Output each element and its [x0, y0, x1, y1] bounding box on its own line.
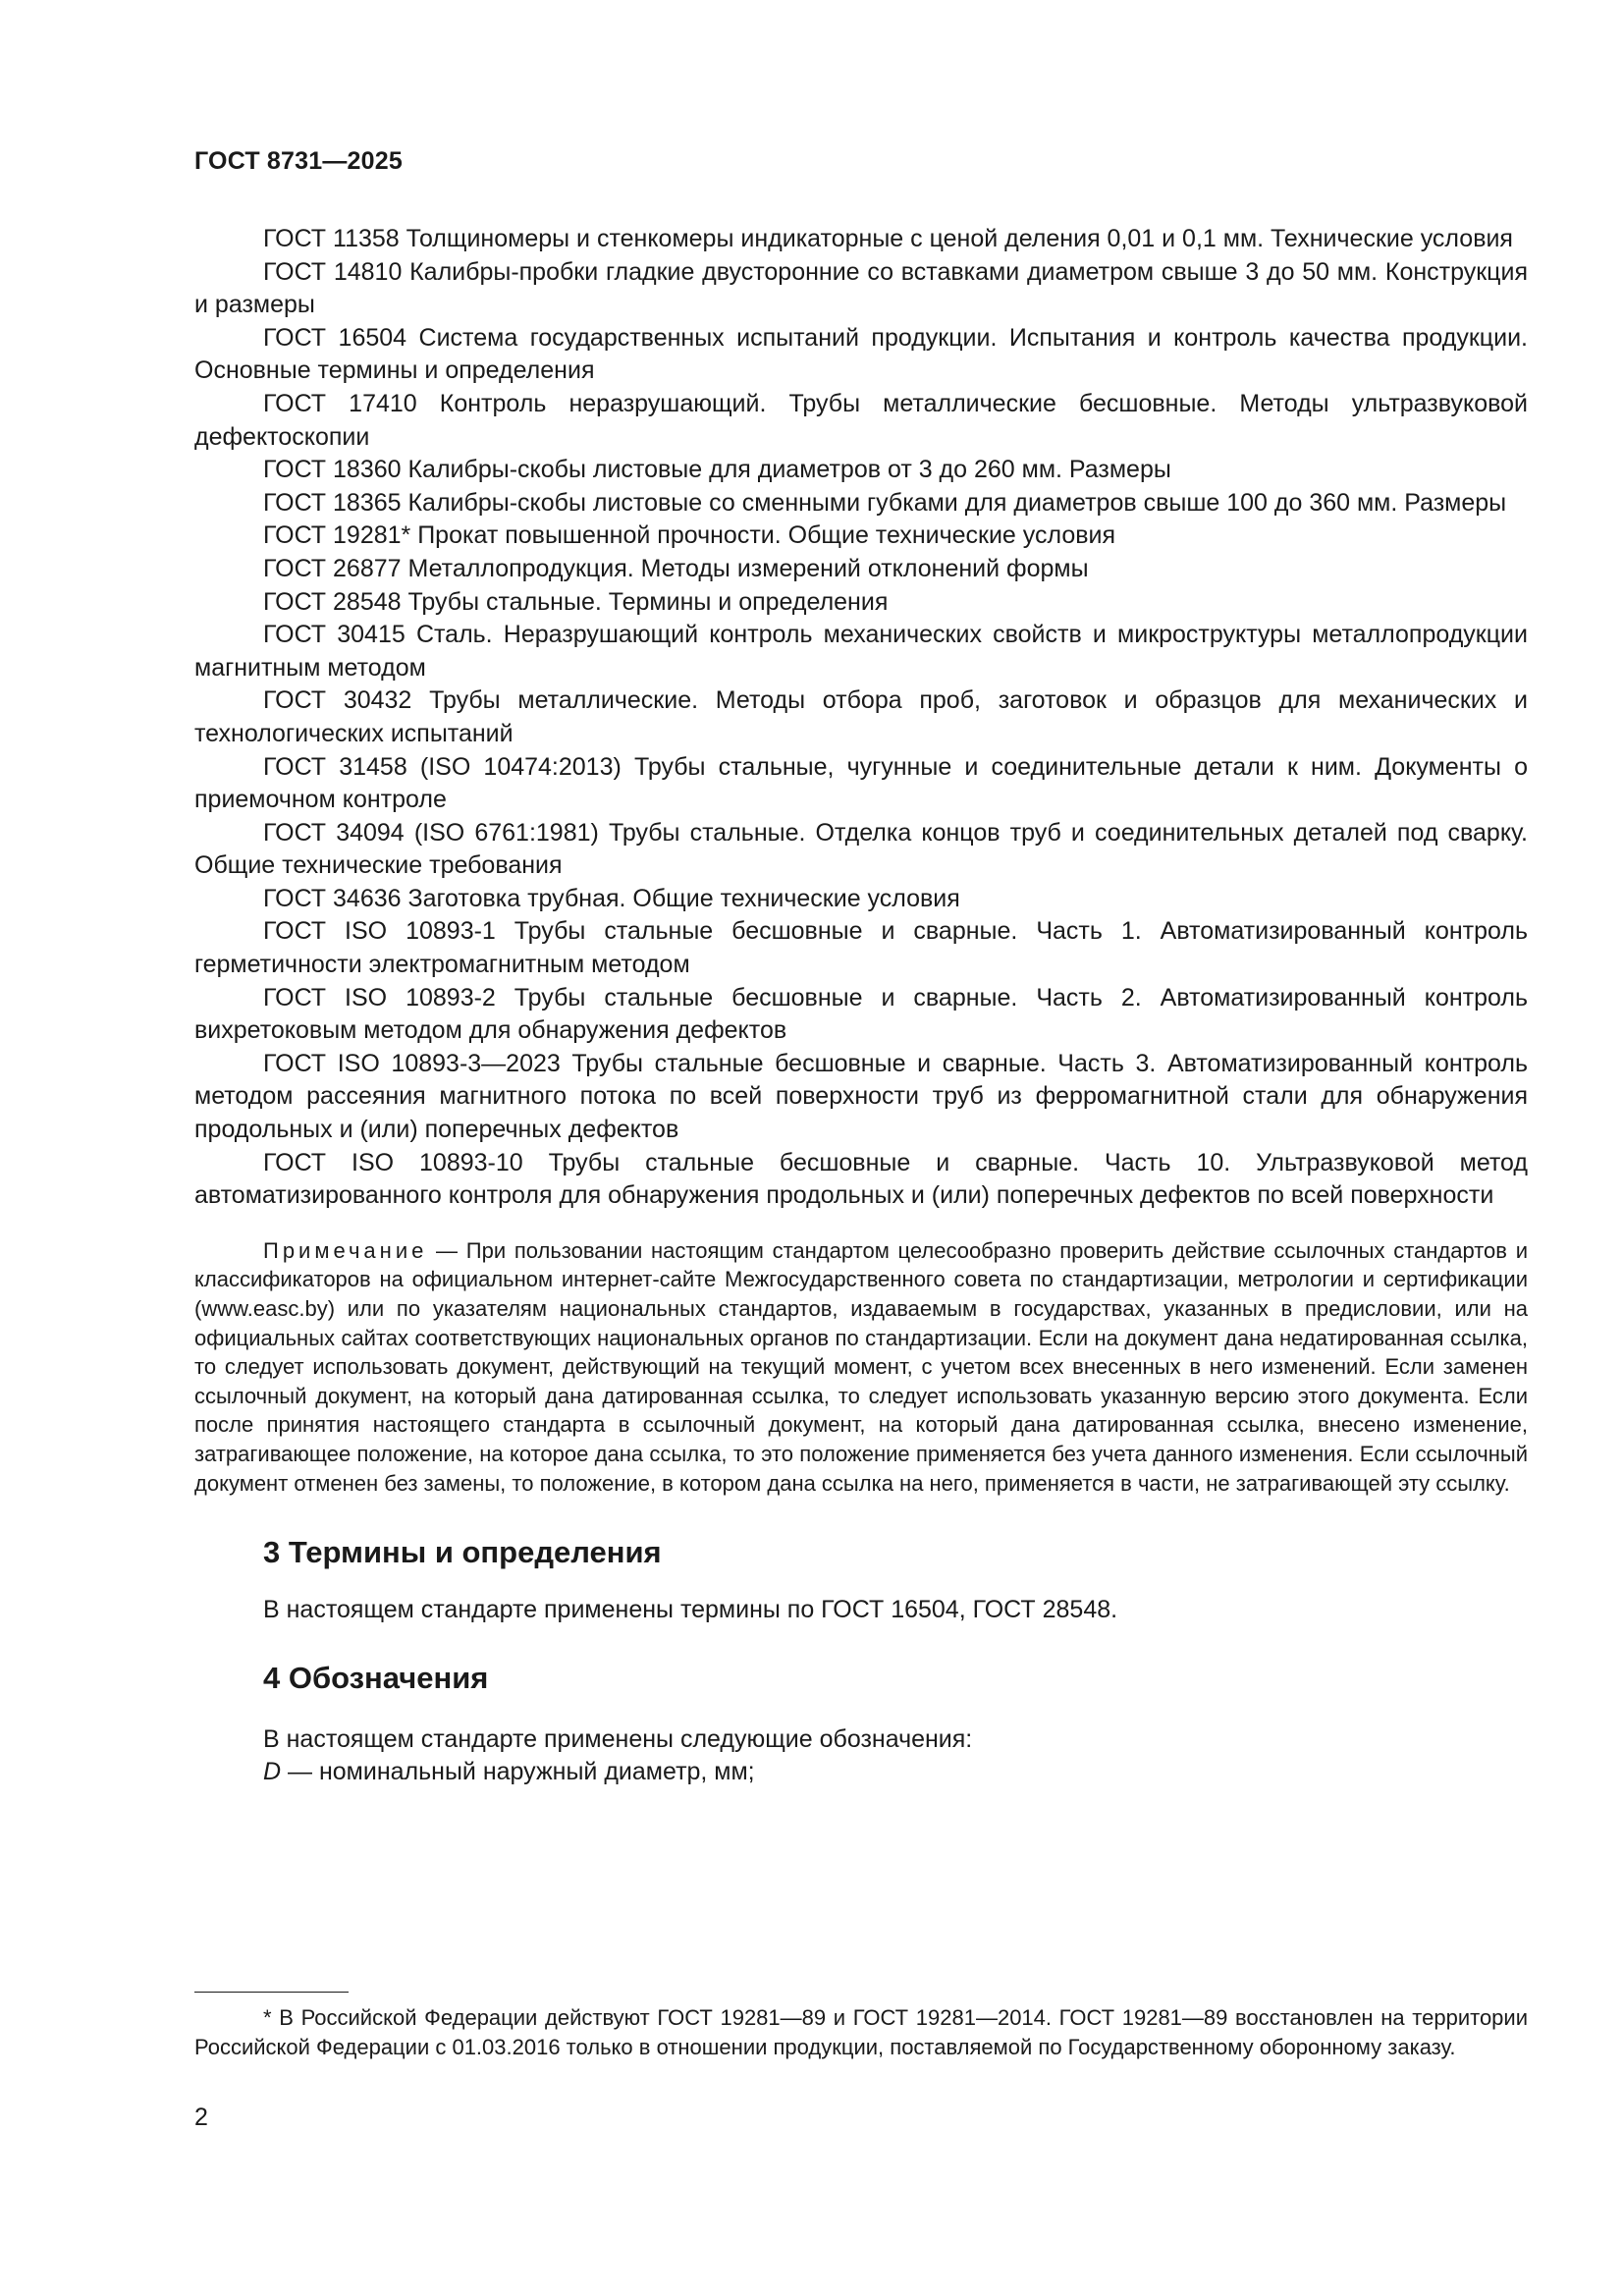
document-header-code: ГОСТ 8731—2025 [194, 147, 403, 175]
reference-item: ГОСТ ISO 10893-1 Трубы стальные бесшовные и сварные. Часть 1. Автоматизированный контроль герметичности электромагнитным методом [194, 917, 1528, 979]
references-note [194, 1236, 1528, 1498]
section-3-text: В настоящем стандарте применены термины по ГОСТ 16504, ГОСТ 28548. [263, 1596, 1118, 1624]
reference-item: ГОСТ 30432 Трубы металлические. Методы отбора проб, заготовок и образцов для механических и технологических испытаний [194, 686, 1528, 747]
reference-item: ГОСТ ISO 10893-2 Трубы стальные бесшовные и сварные. Часть 2. Автоматизированный контроль вихретоковым методом для обнаружения дефектов [194, 983, 1528, 1045]
reference-item: ГОСТ ISO 10893-3—2023 Трубы стальные бесшовные и сварные. Часть 3. Автоматизированный контроль методом рассеяния магнитного потока по всей поверхности труб из ферромагнитной стали для обнаружения продольных и (или) поперечных дефектов [194, 1049, 1528, 1144]
page-content [194, 223, 1528, 1789]
reference-item: ГОСТ 18360 Калибры-скобы листовые для диаметров от 3 до 260 мм. Размеры [263, 456, 1171, 484]
symbol-name: D [263, 1758, 282, 1786]
footnote-divider [194, 1992, 349, 1993]
reference-item: ГОСТ 30415 Сталь. Неразрушающий контроль механических свойств и микроструктуры металлопродукции магнитным методом [194, 621, 1528, 682]
page-number: 2 [194, 2104, 208, 2131]
section-4-title: 4 Обозначения [263, 1660, 489, 1695]
section-4-intro: В настоящем стандарте применены следующие обозначения: [263, 1724, 973, 1753]
reference-item: ГОСТ 34636 Заготовка трубная. Общие технические условия [263, 884, 960, 912]
reference-item: ГОСТ 28548 Трубы стальные. Термины и определения [263, 587, 889, 616]
reference-item: ГОСТ 14810 Калибры-пробки гладкие двусторонние со вставками диаметром свыше 3 до 50 мм. Конструкция и размеры [194, 257, 1528, 319]
note-label: Примечание [263, 1237, 428, 1263]
reference-item: ГОСТ 11358 Толщиномеры и стенкомеры индикаторные с ценой деления 0,01 и 0,1 мм. Технические условия [263, 225, 1513, 252]
normative-references-list [194, 223, 1528, 1213]
symbol-definition [194, 1756, 1528, 1789]
reference-item: ГОСТ 19281* Прокат повышенной прочности. Общие технические условия [263, 521, 1116, 550]
reference-item: ГОСТ 26877 Металлопродукция. Методы измерений отклонений формы [263, 554, 1089, 582]
reference-item: ГОСТ 16504 Система государственных испытаний продукции. Испытания и контроль качества продукции. Основные термины и определения [194, 323, 1528, 385]
reference-item: ГОСТ 34094 (ISO 6761:1981) Трубы стальные. Отделка концов труб и соединительных деталей под сварку. Общие технические требования [194, 818, 1528, 880]
symbol-description: — номинальный наружный диаметр, мм; [281, 1758, 755, 1786]
reference-item: ГОСТ 17410 Контроль неразрушающий. Трубы металлические бесшовные. Методы ультразвуковой дефектоскопии [194, 389, 1528, 451]
reference-item: ГОСТ 31458 (ISO 10474:2013) Трубы стальные, чугунные и соединительные детали к ним. Документы о приемочном контроле [194, 752, 1528, 814]
footnote: * В Российской Федерации действуют ГОСТ 19281—89 и ГОСТ 19281—2014. ГОСТ 19281—89 восстановлен на территории Российской Федерации с 01.03.2016 только в отношении продукции, поставляемой по Государственному оборонному заказу. [194, 2005, 1528, 2059]
reference-item: ГОСТ 18365 Калибры-скобы листовые со сменными губками для диаметров свыше 100 до 360 мм. Размеры [263, 488, 1507, 517]
section-3-title: 3 Термины и определения [263, 1535, 662, 1570]
reference-item: ГОСТ ISO 10893-10 Трубы стальные бесшовные и сварные. Часть 10. Ультразвуковой метод автоматизированного контроля для обнаружения продольных и (или) поперечных дефектов по всей поверхности [194, 1148, 1528, 1210]
note-text: — При пользовании настоящим стандартом целесообразно проверить действие ссылочных стандартов и классификаторов на официальном интернет-сайте Межгосударственного совета по стандартизации, метрологии и сертификации (www.easc.by) или по указателям национальных стандартов, издаваемым в государствах, указанных в предисловии, или на официальных сайтах соответствующих национальных органов по стандартизации. Если на документ дана недатированная ссылка, то следует использовать документ, действующий на текущий момент, с учетом всех внесенных в него изменений. Если заменен ссылочный документ, на который дана датированная ссылка, то следует использовать указанную версию этого документа. Если после принятия настоящего стандарта в ссылочный документ, на который дана датированная ссылка, внесено изменение, затрагивающее положение, на которое дана ссылка, то это положение применяется без учета данного изменения. Если ссылочный документ отменен без замены, то положение, в котором дана ссылка на него, применяется в части, не затрагивающей эту ссылку. [194, 1237, 1528, 1496]
